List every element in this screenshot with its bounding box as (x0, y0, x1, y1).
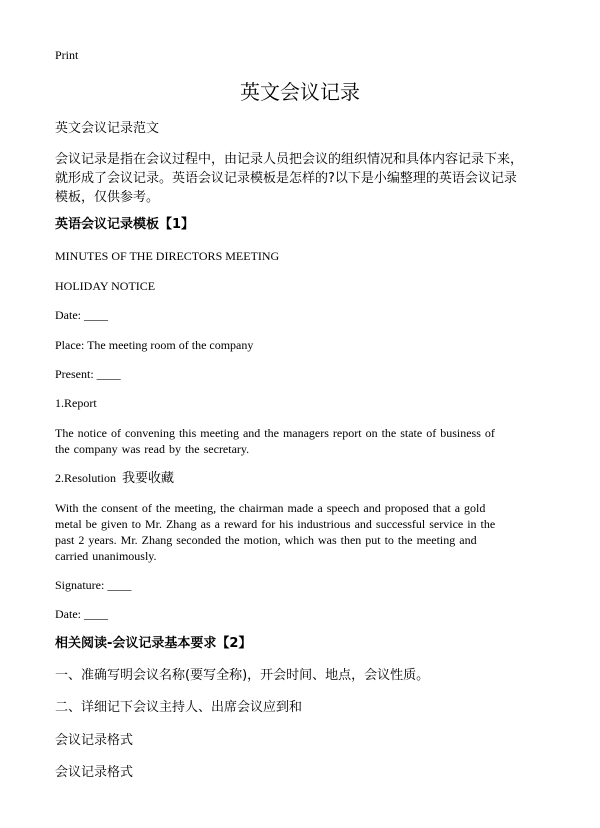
format-link[interactable]: 会议记录格式 (55, 733, 134, 748)
place-field: Place: The meeting room of the company (55, 338, 254, 352)
format-link[interactable]: 会议记录格式 (55, 765, 134, 780)
signature-field: Signature: ____ (55, 578, 132, 592)
report-line: The notice of convening this meeting and the managers report on the state of business of (55, 426, 495, 440)
intro-line: 模板，仅供参考。 (55, 190, 160, 205)
minutes-title: MINUTES OF THE DIRECTORS MEETING (55, 249, 280, 263)
resolution-line: metal be given to Mr. Zhang as a reward for his industrious and successful service in the (55, 517, 496, 531)
section-heading: 英语会议记录模板【1】 (55, 217, 195, 232)
print-link[interactable]: Print (55, 48, 79, 62)
page-title: 英文会议记录 (240, 80, 360, 104)
resolution-line: carried unanimously. (55, 549, 157, 563)
present-field: Present: ____ (55, 367, 121, 381)
intro-line: 会议记录是指在会议过程中，由记录人员把会议的组织情况和具体内容记录下来， (55, 152, 524, 167)
report-paragraph (55, 425, 539, 457)
intro-line: 就形成了会议记录。英语会议记录模板是怎样的?以下是小编整理的英语会议记录 (55, 171, 517, 186)
document-subtitle: 英文会议记录范文 (55, 121, 160, 136)
report-line: the company was read by the secretary. (55, 442, 250, 456)
section-heading-2: 相关阅读-会议记录基本要求【2】 (55, 636, 252, 651)
resolution-line: With the consent of the meeting, the chairman made a speech and proposed that a gold (55, 501, 486, 515)
resolution-line: past 2 years. Mr. Zhang seconded the motion, which was then put to the meeting and (55, 533, 477, 547)
resolution-paragraph (55, 500, 539, 564)
report-heading: 1.Report (55, 396, 97, 410)
requirement-item: 一、准确写明会议名称(要写全称)，开会时间、地点，会议性质。 (55, 668, 430, 683)
resolution-heading: 2.Resolution (55, 471, 117, 485)
holiday-notice: HOLIDAY NOTICE (55, 279, 156, 293)
requirement-item: 二、详细记下会议主持人、出席会议应到和 (55, 700, 303, 715)
resolution-heading-row (55, 470, 174, 487)
bookmark-link[interactable]: 我要收藏 (122, 471, 175, 486)
date-field: Date: ____ (55, 308, 108, 322)
intro-paragraph (55, 150, 539, 207)
date-field-2: Date: ____ (55, 607, 108, 621)
